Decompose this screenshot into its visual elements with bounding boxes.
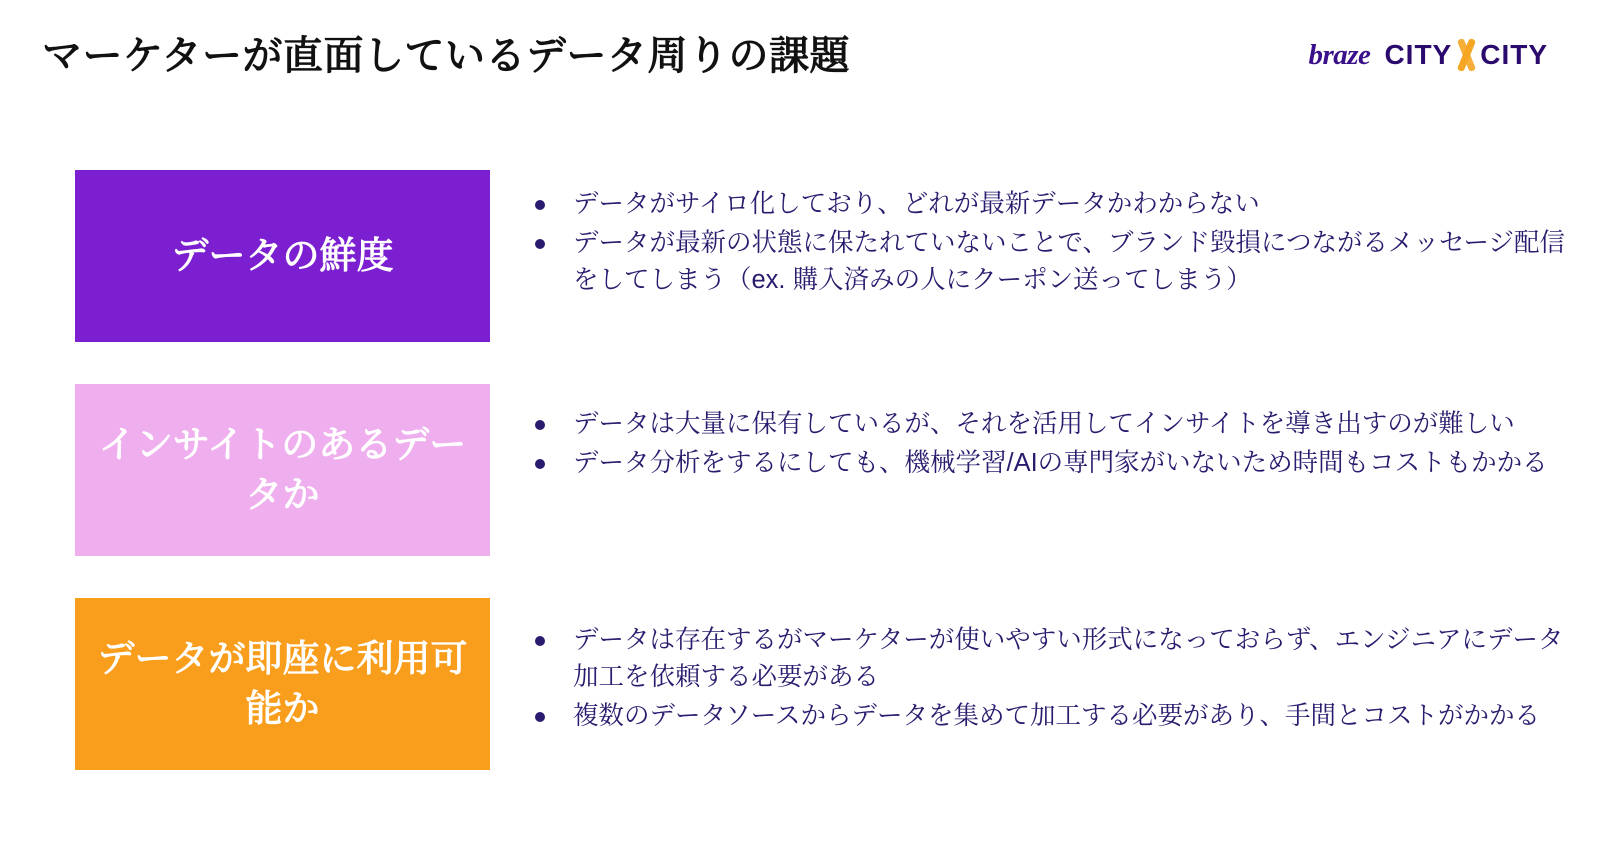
- category-label-data-freshness: データの鮮度: [75, 170, 490, 342]
- list-item: [535, 186, 1570, 223]
- bullet-dot-icon: [535, 200, 545, 210]
- logo-group: [1308, 38, 1548, 72]
- content-row: [0, 170, 1600, 342]
- bullet-list: [535, 384, 1570, 484]
- content-row: [0, 598, 1600, 770]
- braze-logo: braze: [1308, 38, 1371, 71]
- bullet-dot-icon: [535, 459, 545, 469]
- citycity-logo-right-text: CITY: [1480, 39, 1548, 70]
- citycity-logo: [1384, 38, 1548, 72]
- bullet-text: 複数のデータソースからデータを集めて加工する必要があり、手間とコストがかかる: [573, 701, 1540, 730]
- bullet-dot-icon: [535, 712, 545, 722]
- content-rows: [0, 170, 1600, 770]
- list-item: [535, 406, 1570, 443]
- list-item: [535, 622, 1570, 696]
- citycity-logo-left-text: CITY: [1384, 39, 1453, 70]
- list-item: [535, 225, 1570, 299]
- bullet-text: データ分析をするにしても、機械学習/AIの専門家がいないため時間もコストもかかる: [573, 448, 1548, 477]
- content-row: [0, 384, 1600, 556]
- bullet-list: [535, 170, 1570, 301]
- page-title: マーケターが直面しているデータ周りの課題: [42, 34, 850, 78]
- category-label-insightful-data: インサイトのあるデータか: [75, 384, 490, 556]
- bullet-text: データは存在するがマーケターが使いやすい形式になっておらず、エンジニアにデータ加工を依頼する必要がある: [573, 626, 1564, 691]
- list-item: [535, 698, 1570, 735]
- bullet-dot-icon: [535, 239, 545, 249]
- bullet-dot-icon: [535, 420, 545, 430]
- category-label-immediate-availability: データが即座に利用可能か: [75, 598, 490, 770]
- citycity-mark-icon: [1453, 38, 1479, 72]
- bullet-text: データが最新の状態に保たれていないことで、ブランド毀損につながるメッセージ配信をしてしまう（ex. 購入済みの人にクーポン送ってしまう）: [573, 228, 1565, 294]
- bullet-dot-icon: [535, 636, 545, 646]
- list-item: [535, 445, 1570, 482]
- bullet-text: データがサイロ化しており、どれが最新データかわからない: [573, 190, 1260, 218]
- bullet-list: [535, 598, 1570, 737]
- bullet-text: データは大量に保有しているが、それを活用してインサイトを導き出すのが難しい: [573, 410, 1515, 438]
